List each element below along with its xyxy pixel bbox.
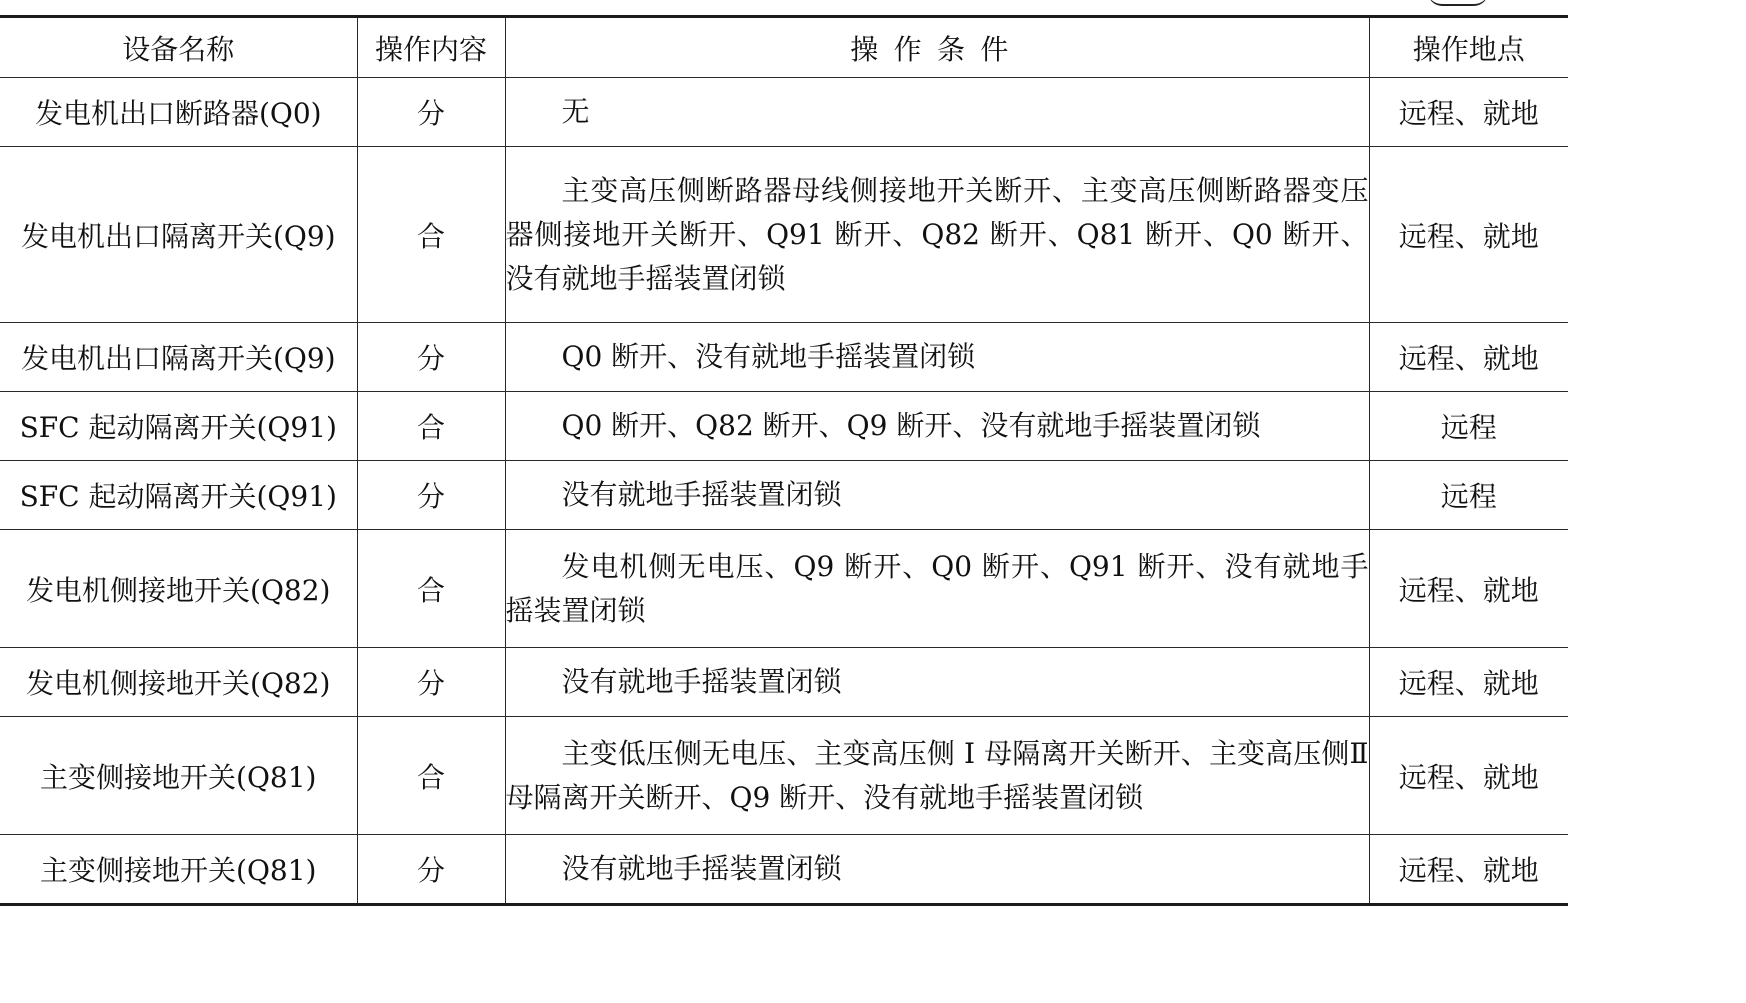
operation-conditions-table (0, 15, 1568, 906)
condition-cell (505, 648, 1369, 717)
device-cell: 发电机出口隔离开关(Q9) (0, 147, 357, 323)
location-cell: 远程、就地 (1369, 648, 1568, 717)
action-cell: 分 (357, 323, 505, 392)
device-cell: SFC 起动隔离开关(Q91) (0, 392, 357, 461)
device-cell: 发电机出口断路器(Q0) (0, 78, 357, 147)
condition-text: 无 (561, 95, 590, 128)
table-row (0, 461, 1568, 530)
table-row (0, 323, 1568, 392)
condition-text: 主变低压侧无电压、主变高压侧 Ⅰ 母隔离开关断开、主变高压侧Ⅱ母隔离开关断开、Q9 断开、没有就地手摇装置闭锁 (505, 736, 1369, 814)
table-row (0, 530, 1568, 648)
action-cell: 分 (357, 461, 505, 530)
condition-text: 没有就地手摇装置闭锁 (561, 852, 842, 885)
condition-cell (505, 147, 1369, 323)
condition-cell (505, 717, 1369, 835)
action-cell: 合 (357, 530, 505, 648)
table-row (0, 78, 1568, 147)
condition-text: Q0 断开、没有就地手摇装置闭锁 (561, 340, 976, 373)
device-cell: 发电机出口隔离开关(Q9) (0, 323, 357, 392)
condition-text: 发电机侧无电压、Q9 断开、Q0 断开、Q91 断开、没有就地手摇装置闭锁 (505, 549, 1369, 627)
location-cell: 远程、就地 (1369, 147, 1568, 323)
device-cell: 主变侧接地开关(Q81) (0, 835, 357, 905)
device-cell: 发电机侧接地开关(Q82) (0, 648, 357, 717)
table-row (0, 717, 1568, 835)
top-continuation-mark (1428, 0, 1488, 6)
condition-text: 没有就地手摇装置闭锁 (561, 478, 842, 511)
header-operation-location: 操作地点 (1369, 17, 1568, 78)
location-cell: 远程、就地 (1369, 323, 1568, 392)
location-cell: 远程 (1369, 461, 1568, 530)
condition-cell (505, 323, 1369, 392)
condition-text: 主变高压侧断路器母线侧接地开关断开、主变高压侧断路器变压器侧接地开关断开、Q91 断开、Q82 断开、Q81 断开、Q0 断开、没有就地手摇装置闭锁 (505, 173, 1369, 295)
condition-cell (505, 392, 1369, 461)
header-row (0, 17, 1568, 78)
location-cell: 远程、就地 (1369, 835, 1568, 905)
action-cell: 分 (357, 648, 505, 717)
action-cell: 合 (357, 147, 505, 323)
table-row (0, 147, 1568, 323)
condition-text: 没有就地手摇装置闭锁 (561, 665, 842, 698)
condition-text: Q0 断开、Q82 断开、Q9 断开、没有就地手摇装置闭锁 (561, 409, 1261, 442)
location-cell: 远程、就地 (1369, 530, 1568, 648)
condition-cell (505, 78, 1369, 147)
device-cell: 主变侧接地开关(Q81) (0, 717, 357, 835)
condition-cell (505, 530, 1369, 648)
action-cell: 分 (357, 835, 505, 905)
location-cell: 远程 (1369, 392, 1568, 461)
condition-cell (505, 461, 1369, 530)
table-row (0, 835, 1568, 905)
table-row (0, 648, 1568, 717)
device-cell: 发电机侧接地开关(Q82) (0, 530, 357, 648)
action-cell: 合 (357, 717, 505, 835)
device-cell: SFC 起动隔离开关(Q91) (0, 461, 357, 530)
table-row (0, 392, 1568, 461)
header-operation-content: 操作内容 (357, 17, 505, 78)
action-cell: 合 (357, 392, 505, 461)
header-operation-condition: 操作条件 (505, 17, 1369, 78)
location-cell: 远程、就地 (1369, 717, 1568, 835)
condition-cell (505, 835, 1369, 905)
header-device-name: 设备名称 (0, 17, 357, 78)
location-cell: 远程、就地 (1369, 78, 1568, 147)
action-cell: 分 (357, 78, 505, 147)
